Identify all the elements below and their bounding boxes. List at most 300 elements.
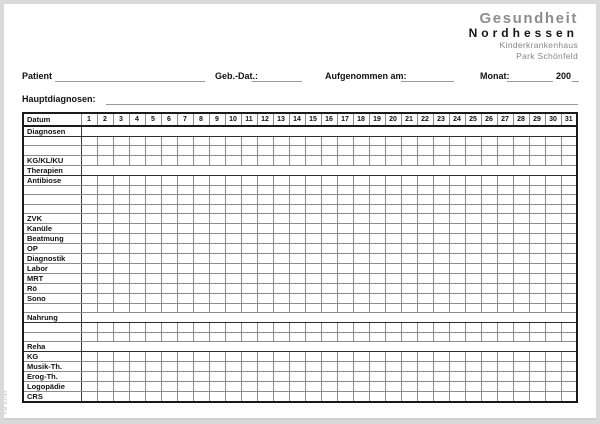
grid-cell[interactable]	[337, 303, 353, 312]
grid-cell[interactable]	[81, 372, 97, 382]
grid-cell[interactable]	[465, 332, 481, 341]
grid-cell[interactable]	[449, 372, 465, 382]
grid-cell[interactable]	[225, 382, 241, 392]
grid-cell[interactable]	[481, 263, 497, 273]
grid-cell[interactable]	[497, 155, 513, 165]
grid-cell[interactable]	[305, 283, 321, 293]
grid-cell[interactable]	[481, 382, 497, 392]
grid-cell[interactable]	[305, 382, 321, 392]
grid-cell[interactable]	[161, 223, 177, 233]
grid-cell[interactable]	[113, 243, 129, 253]
grid-cell[interactable]	[417, 175, 433, 185]
grid-cell[interactable]	[449, 175, 465, 185]
grid-cell[interactable]	[129, 233, 145, 243]
grid-cell[interactable]	[305, 175, 321, 185]
grid-cell[interactable]	[113, 233, 129, 243]
grid-cell[interactable]	[225, 273, 241, 283]
grid-cell[interactable]	[177, 352, 193, 362]
grid-cell[interactable]	[385, 303, 401, 312]
admitted-input-line[interactable]	[401, 71, 454, 82]
grid-cell[interactable]	[305, 233, 321, 243]
grid-cell[interactable]	[209, 263, 225, 273]
grid-cell[interactable]	[337, 213, 353, 223]
grid-cell[interactable]	[529, 137, 545, 146]
grid-cell[interactable]	[385, 213, 401, 223]
grid-cell[interactable]	[497, 283, 513, 293]
grid-cell[interactable]	[113, 382, 129, 392]
grid-cell[interactable]	[97, 263, 113, 273]
grid-cell[interactable]	[353, 263, 369, 273]
grid-cell[interactable]	[145, 362, 161, 372]
grid-cell[interactable]	[177, 213, 193, 223]
grid-cell[interactable]	[321, 283, 337, 293]
grid-cell[interactable]	[401, 213, 417, 223]
grid-cell[interactable]	[97, 273, 113, 283]
grid-cell[interactable]	[465, 204, 481, 213]
grid-cell[interactable]	[241, 137, 257, 146]
grid-cell[interactable]	[321, 137, 337, 146]
grid-cell[interactable]	[225, 392, 241, 403]
grid-cell[interactable]	[273, 273, 289, 283]
grid-cell[interactable]	[497, 185, 513, 194]
grid-cell[interactable]	[305, 195, 321, 204]
grid-cell[interactable]	[305, 352, 321, 362]
grid-cell[interactable]	[465, 253, 481, 263]
grid-cell[interactable]	[353, 137, 369, 146]
grid-cell[interactable]	[481, 155, 497, 165]
grid-cell[interactable]	[129, 382, 145, 392]
grid-cell[interactable]	[337, 263, 353, 273]
grid-cell[interactable]	[337, 323, 353, 332]
grid-cell[interactable]	[257, 137, 273, 146]
grid-cell[interactable]	[273, 293, 289, 303]
grid-cell[interactable]	[545, 213, 561, 223]
grid-cell[interactable]	[497, 362, 513, 372]
grid-cell[interactable]	[417, 243, 433, 253]
grid-cell[interactable]	[257, 362, 273, 372]
grid-cell[interactable]	[305, 303, 321, 312]
grid-cell[interactable]	[209, 146, 225, 155]
grid-cell[interactable]	[337, 362, 353, 372]
grid-cell[interactable]	[465, 263, 481, 273]
grid-cell[interactable]	[529, 155, 545, 165]
grid-cell[interactable]	[289, 352, 305, 362]
grid-cell[interactable]	[225, 195, 241, 204]
grid-cell[interactable]	[449, 283, 465, 293]
grid-cell[interactable]	[145, 303, 161, 312]
grid-cell[interactable]	[353, 352, 369, 362]
grid-cell[interactable]	[433, 362, 449, 372]
grid-cell[interactable]	[289, 283, 305, 293]
grid-cell[interactable]	[241, 332, 257, 341]
grid-cell[interactable]	[257, 392, 273, 403]
grid-cell[interactable]	[273, 223, 289, 233]
grid-cell[interactable]	[257, 243, 273, 253]
grid-cell[interactable]	[209, 213, 225, 223]
grid-cell[interactable]	[225, 185, 241, 194]
grid-cell[interactable]	[561, 146, 577, 155]
grid-cell[interactable]	[433, 233, 449, 243]
grid-cell[interactable]	[369, 204, 385, 213]
grid-cell[interactable]	[177, 195, 193, 204]
grid-cell[interactable]	[529, 223, 545, 233]
grid-cell[interactable]	[481, 332, 497, 341]
grid-cell[interactable]	[129, 293, 145, 303]
grid-cell[interactable]	[513, 372, 529, 382]
grid-cell[interactable]	[465, 146, 481, 155]
grid-cell[interactable]	[321, 323, 337, 332]
grid-cell[interactable]	[193, 146, 209, 155]
grid-cell[interactable]	[545, 195, 561, 204]
grid-cell[interactable]	[417, 372, 433, 382]
grid-cell[interactable]	[289, 392, 305, 403]
grid-cell[interactable]	[545, 253, 561, 263]
grid-cell[interactable]	[305, 185, 321, 194]
grid-cell[interactable]	[353, 283, 369, 293]
grid-cell[interactable]	[97, 283, 113, 293]
grid-cell[interactable]	[81, 233, 97, 243]
grid-cell[interactable]	[337, 146, 353, 155]
grid-cell[interactable]	[145, 146, 161, 155]
grid-cell[interactable]	[209, 223, 225, 233]
grid-cell[interactable]	[193, 253, 209, 263]
grid-cell[interactable]	[257, 263, 273, 273]
grid-cell[interactable]	[401, 253, 417, 263]
grid-cell[interactable]	[449, 382, 465, 392]
grid-cell[interactable]	[497, 352, 513, 362]
grid-cell[interactable]	[129, 283, 145, 293]
grid-cell[interactable]	[545, 293, 561, 303]
main-diagnoses-input-line[interactable]	[106, 94, 578, 105]
grid-cell[interactable]	[481, 283, 497, 293]
grid-cell[interactable]	[529, 146, 545, 155]
grid-cell[interactable]	[257, 146, 273, 155]
grid-cell[interactable]	[177, 175, 193, 185]
grid-cell[interactable]	[257, 155, 273, 165]
grid-cell[interactable]	[385, 293, 401, 303]
grid-cell[interactable]	[417, 382, 433, 392]
grid-cell[interactable]	[257, 204, 273, 213]
grid-cell[interactable]	[449, 204, 465, 213]
grid-cell[interactable]	[193, 273, 209, 283]
grid-cell[interactable]	[529, 243, 545, 253]
grid-cell[interactable]	[449, 233, 465, 243]
grid-cell[interactable]	[545, 283, 561, 293]
grid-cell[interactable]	[113, 293, 129, 303]
grid-cell[interactable]	[369, 137, 385, 146]
grid-cell[interactable]	[273, 323, 289, 332]
grid-cell[interactable]	[177, 382, 193, 392]
grid-cell[interactable]	[465, 185, 481, 194]
grid-cell[interactable]	[225, 352, 241, 362]
grid-cell[interactable]	[529, 195, 545, 204]
grid-cell[interactable]	[529, 362, 545, 372]
grid-cell[interactable]	[81, 185, 97, 194]
grid-cell[interactable]	[561, 352, 577, 362]
section-band-cell[interactable]	[81, 165, 577, 175]
grid-cell[interactable]	[81, 323, 97, 332]
grid-cell[interactable]	[177, 263, 193, 273]
grid-cell[interactable]	[177, 323, 193, 332]
grid-cell[interactable]	[129, 137, 145, 146]
grid-cell[interactable]	[305, 293, 321, 303]
grid-cell[interactable]	[193, 223, 209, 233]
grid-cell[interactable]	[193, 243, 209, 253]
grid-cell[interactable]	[385, 185, 401, 194]
grid-cell[interactable]	[545, 323, 561, 332]
grid-cell[interactable]	[161, 233, 177, 243]
grid-cell[interactable]	[129, 362, 145, 372]
grid-cell[interactable]	[353, 146, 369, 155]
grid-cell[interactable]	[257, 352, 273, 362]
grid-cell[interactable]	[177, 303, 193, 312]
grid-cell[interactable]	[369, 273, 385, 283]
grid-cell[interactable]	[241, 263, 257, 273]
grid-cell[interactable]	[193, 293, 209, 303]
grid-cell[interactable]	[113, 283, 129, 293]
grid-cell[interactable]	[353, 213, 369, 223]
grid-cell[interactable]	[209, 382, 225, 392]
section-band-cell[interactable]	[81, 342, 577, 352]
grid-cell[interactable]	[193, 204, 209, 213]
grid-cell[interactable]	[305, 213, 321, 223]
grid-cell[interactable]	[161, 283, 177, 293]
grid-cell[interactable]	[353, 332, 369, 341]
grid-cell[interactable]	[129, 303, 145, 312]
grid-cell[interactable]	[305, 243, 321, 253]
grid-cell[interactable]	[369, 293, 385, 303]
grid-cell[interactable]	[513, 185, 529, 194]
grid-cell[interactable]	[369, 352, 385, 362]
grid-cell[interactable]	[337, 382, 353, 392]
grid-cell[interactable]	[241, 392, 257, 403]
grid-cell[interactable]	[481, 195, 497, 204]
grid-cell[interactable]	[129, 213, 145, 223]
grid-cell[interactable]	[257, 185, 273, 194]
grid-cell[interactable]	[369, 185, 385, 194]
grid-cell[interactable]	[433, 263, 449, 273]
grid-cell[interactable]	[321, 175, 337, 185]
grid-cell[interactable]	[401, 146, 417, 155]
grid-cell[interactable]	[545, 362, 561, 372]
grid-cell[interactable]	[225, 362, 241, 372]
grid-cell[interactable]	[465, 155, 481, 165]
grid-cell[interactable]	[465, 303, 481, 312]
grid-cell[interactable]	[545, 185, 561, 194]
grid-cell[interactable]	[497, 204, 513, 213]
grid-cell[interactable]	[177, 392, 193, 403]
grid-cell[interactable]	[305, 204, 321, 213]
grid-cell[interactable]	[225, 263, 241, 273]
grid-cell[interactable]	[177, 223, 193, 233]
grid-cell[interactable]	[193, 332, 209, 341]
grid-cell[interactable]	[97, 372, 113, 382]
grid-cell[interactable]	[353, 293, 369, 303]
grid-cell[interactable]	[241, 204, 257, 213]
grid-cell[interactable]	[433, 382, 449, 392]
grid-cell[interactable]	[145, 253, 161, 263]
grid-cell[interactable]	[241, 213, 257, 223]
grid-cell[interactable]	[177, 273, 193, 283]
grid-cell[interactable]	[81, 263, 97, 273]
grid-cell[interactable]	[481, 137, 497, 146]
grid-cell[interactable]	[273, 243, 289, 253]
grid-cell[interactable]	[337, 253, 353, 263]
grid-cell[interactable]	[449, 213, 465, 223]
grid-cell[interactable]	[129, 195, 145, 204]
grid-cell[interactable]	[305, 137, 321, 146]
grid-cell[interactable]	[321, 243, 337, 253]
grid-cell[interactable]	[561, 372, 577, 382]
grid-cell[interactable]	[225, 137, 241, 146]
grid-cell[interactable]	[273, 146, 289, 155]
grid-cell[interactable]	[385, 362, 401, 372]
grid-cell[interactable]	[241, 382, 257, 392]
grid-cell[interactable]	[545, 146, 561, 155]
grid-cell[interactable]	[433, 323, 449, 332]
grid-cell[interactable]	[465, 352, 481, 362]
grid-cell[interactable]	[289, 273, 305, 283]
grid-cell[interactable]	[321, 293, 337, 303]
grid-cell[interactable]	[433, 253, 449, 263]
grid-cell[interactable]	[113, 223, 129, 233]
grid-cell[interactable]	[353, 233, 369, 243]
grid-cell[interactable]	[353, 392, 369, 403]
grid-cell[interactable]	[257, 283, 273, 293]
grid-cell[interactable]	[401, 243, 417, 253]
grid-cell[interactable]	[465, 293, 481, 303]
grid-cell[interactable]	[465, 233, 481, 243]
grid-cell[interactable]	[529, 283, 545, 293]
grid-cell[interactable]	[369, 382, 385, 392]
grid-cell[interactable]	[273, 185, 289, 194]
grid-cell[interactable]	[321, 372, 337, 382]
grid-cell[interactable]	[529, 233, 545, 243]
grid-cell[interactable]	[177, 283, 193, 293]
grid-cell[interactable]	[401, 263, 417, 273]
grid-cell[interactable]	[145, 155, 161, 165]
grid-cell[interactable]	[497, 293, 513, 303]
grid-cell[interactable]	[481, 372, 497, 382]
grid-cell[interactable]	[97, 204, 113, 213]
grid-cell[interactable]	[561, 332, 577, 341]
grid-cell[interactable]	[417, 223, 433, 233]
grid-cell[interactable]	[209, 185, 225, 194]
grid-cell[interactable]	[513, 303, 529, 312]
grid-cell[interactable]	[369, 253, 385, 263]
grid-cell[interactable]	[161, 332, 177, 341]
grid-cell[interactable]	[337, 175, 353, 185]
grid-cell[interactable]	[369, 303, 385, 312]
grid-cell[interactable]	[417, 253, 433, 263]
grid-cell[interactable]	[193, 362, 209, 372]
grid-cell[interactable]	[113, 137, 129, 146]
grid-cell[interactable]	[289, 185, 305, 194]
grid-cell[interactable]	[529, 352, 545, 362]
grid-cell[interactable]	[81, 273, 97, 283]
grid-cell[interactable]	[561, 303, 577, 312]
grid-cell[interactable]	[561, 283, 577, 293]
grid-cell[interactable]	[81, 332, 97, 341]
grid-cell[interactable]	[273, 263, 289, 273]
grid-cell[interactable]	[385, 372, 401, 382]
grid-cell[interactable]	[337, 293, 353, 303]
grid-cell[interactable]	[529, 273, 545, 283]
grid-cell[interactable]	[193, 382, 209, 392]
grid-cell[interactable]	[209, 273, 225, 283]
grid-cell[interactable]	[481, 175, 497, 185]
grid-cell[interactable]	[193, 372, 209, 382]
grid-cell[interactable]	[145, 243, 161, 253]
grid-cell[interactable]	[257, 293, 273, 303]
grid-cell[interactable]	[97, 146, 113, 155]
grid-cell[interactable]	[529, 213, 545, 223]
grid-cell[interactable]	[81, 204, 97, 213]
grid-cell[interactable]	[545, 332, 561, 341]
grid-cell[interactable]	[225, 204, 241, 213]
grid-cell[interactable]	[225, 243, 241, 253]
grid-cell[interactable]	[241, 146, 257, 155]
grid-cell[interactable]	[321, 223, 337, 233]
grid-cell[interactable]	[113, 155, 129, 165]
grid-cell[interactable]	[81, 293, 97, 303]
grid-cell[interactable]	[401, 303, 417, 312]
grid-cell[interactable]	[433, 392, 449, 403]
grid-cell[interactable]	[465, 137, 481, 146]
grid-cell[interactable]	[545, 392, 561, 403]
grid-cell[interactable]	[305, 223, 321, 233]
grid-cell[interactable]	[353, 372, 369, 382]
grid-cell[interactable]	[241, 253, 257, 263]
grid-cell[interactable]	[497, 382, 513, 392]
grid-cell[interactable]	[209, 204, 225, 213]
grid-cell[interactable]	[385, 175, 401, 185]
grid-cell[interactable]	[161, 175, 177, 185]
grid-cell[interactable]	[129, 185, 145, 194]
grid-cell[interactable]	[273, 253, 289, 263]
grid-cell[interactable]	[337, 195, 353, 204]
grid-cell[interactable]	[449, 332, 465, 341]
grid-cell[interactable]	[529, 332, 545, 341]
grid-cell[interactable]	[209, 283, 225, 293]
grid-cell[interactable]	[241, 293, 257, 303]
grid-cell[interactable]	[145, 323, 161, 332]
grid-cell[interactable]	[97, 195, 113, 204]
grid-cell[interactable]	[545, 352, 561, 362]
grid-cell[interactable]	[129, 253, 145, 263]
grid-cell[interactable]	[321, 332, 337, 341]
grid-cell[interactable]	[129, 155, 145, 165]
grid-cell[interactable]	[81, 243, 97, 253]
grid-cell[interactable]	[225, 213, 241, 223]
grid-cell[interactable]	[401, 382, 417, 392]
grid-cell[interactable]	[513, 223, 529, 233]
grid-cell[interactable]	[161, 253, 177, 263]
grid-cell[interactable]	[353, 253, 369, 263]
grid-cell[interactable]	[545, 303, 561, 312]
grid-cell[interactable]	[561, 195, 577, 204]
grid-cell[interactable]	[145, 332, 161, 341]
grid-cell[interactable]	[545, 273, 561, 283]
grid-cell[interactable]	[225, 223, 241, 233]
grid-cell[interactable]	[449, 137, 465, 146]
grid-cell[interactable]	[321, 204, 337, 213]
grid-cell[interactable]	[241, 223, 257, 233]
grid-cell[interactable]	[97, 155, 113, 165]
grid-cell[interactable]	[321, 146, 337, 155]
grid-cell[interactable]	[241, 273, 257, 283]
grid-cell[interactable]	[289, 195, 305, 204]
